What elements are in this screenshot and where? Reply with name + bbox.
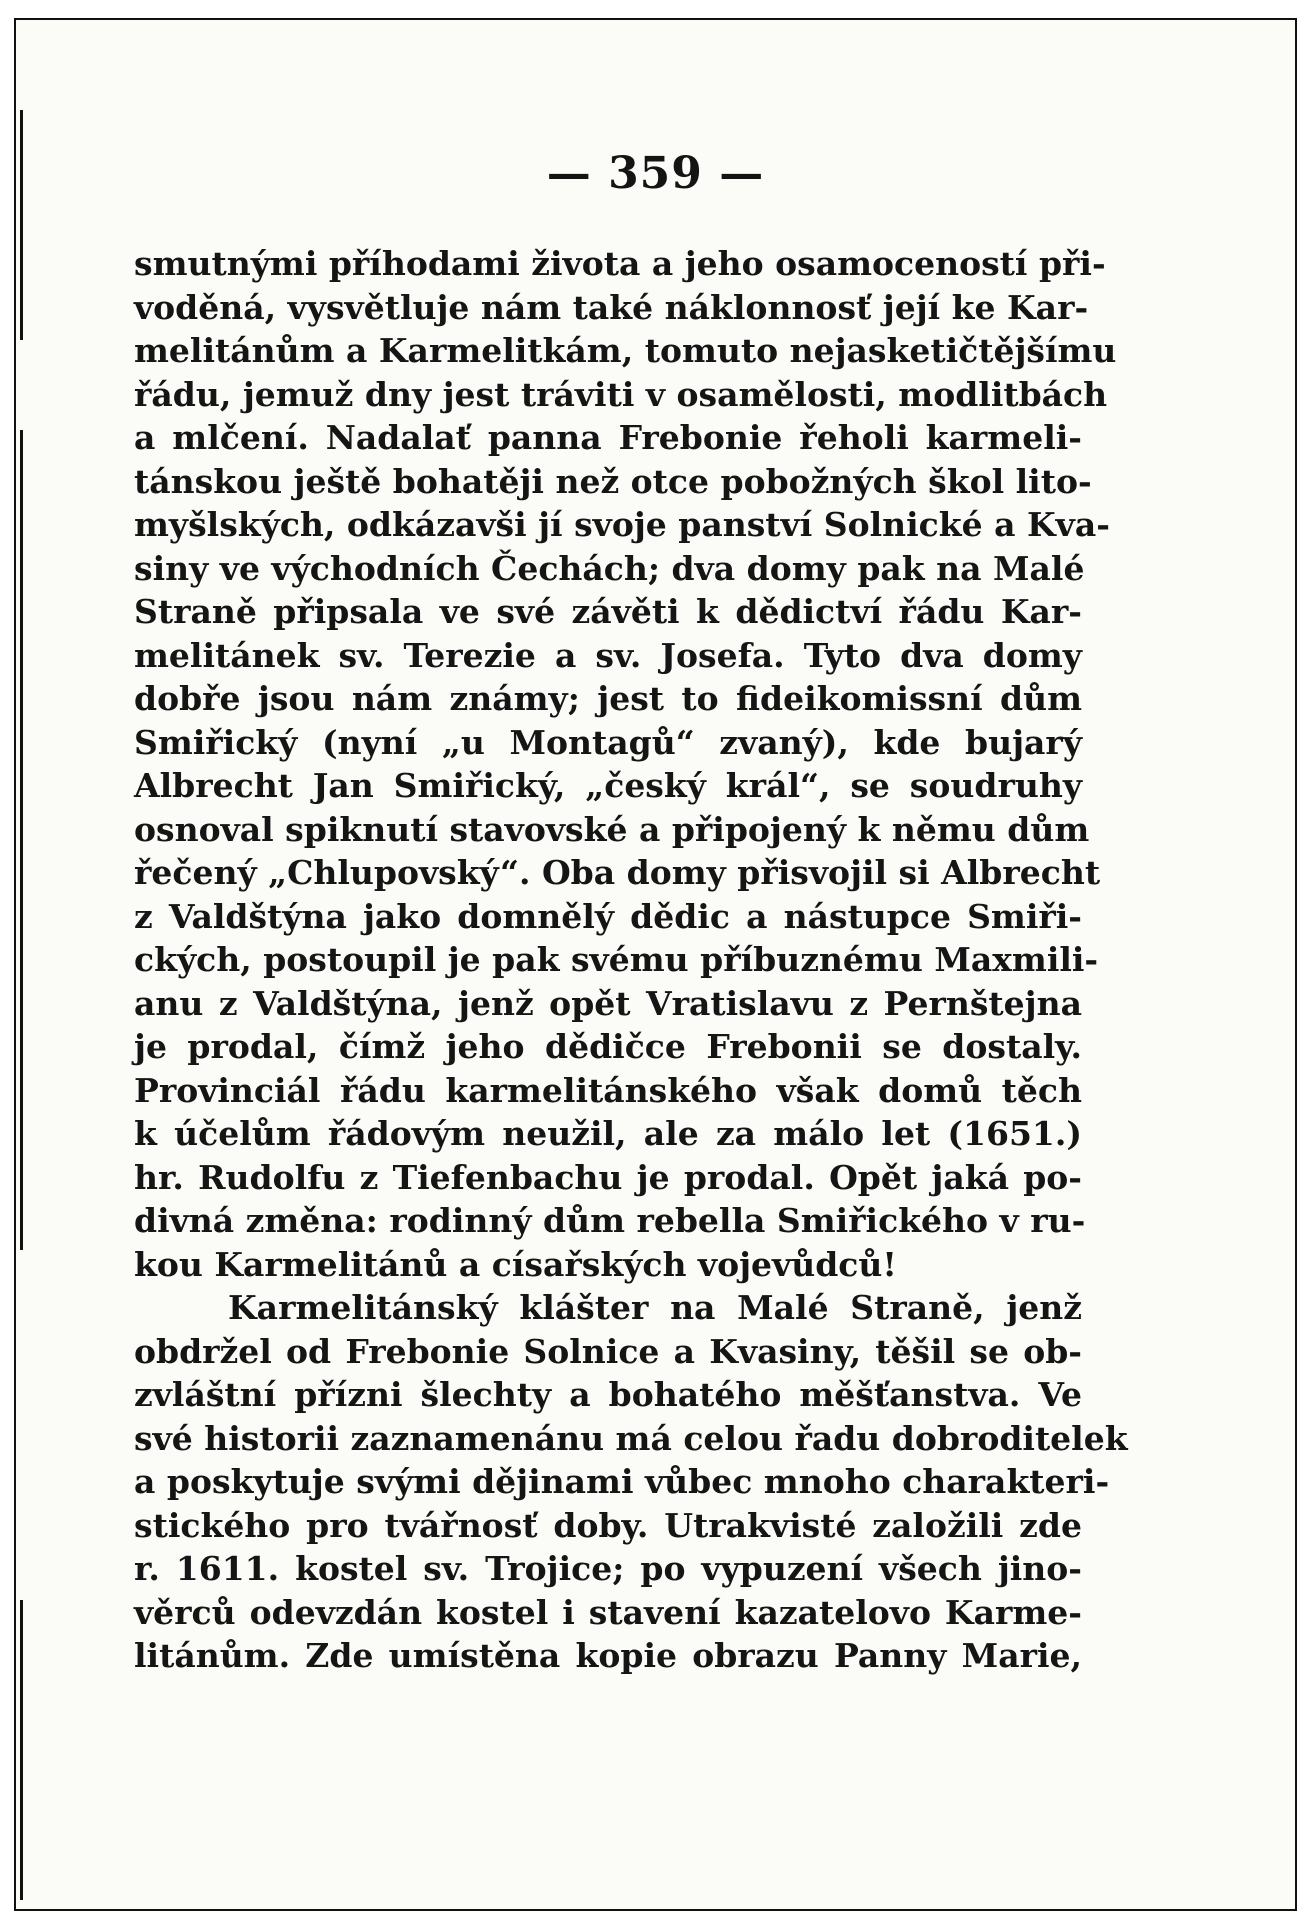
text-line: řádu, jemuž dny jest tráviti v osamělosti, modlitbách <box>134 374 1108 414</box>
text-line: osnoval spiknutí stavovské a připojený k němu dům <box>134 809 1090 849</box>
text-line: tánskou ještě bohatěji než otce pobožných škol lito- <box>134 461 1092 501</box>
text-line: Provinciál řádu karmelitánského však domů těch <box>134 1070 1082 1110</box>
text-line: divná změna: rodinný dům rebella Smiřického v ru- <box>134 1201 1086 1240</box>
paragraph-2 <box>134 1286 1128 1678</box>
text-line: melitánům a Karmelitkám, tomuto nejasketičtějšímu <box>134 331 1117 370</box>
text-line: ckých, postoupil je pak svému příbuznému Maxmili- <box>134 940 1099 979</box>
text-line: z Valdštýna jako domnělý dědic a nástupce Smiři- <box>134 896 1082 936</box>
text-line: a poskytuje svými dějinami vůbec mnoho charakteri- <box>134 1462 1110 1501</box>
text-line: obdržel od Frebonie Solnice a Kvasiny, těšil se ob- <box>134 1331 1082 1371</box>
body-text <box>134 242 1128 1678</box>
paragraph-1 <box>134 242 1117 1286</box>
text-line: litánům. Zde umístěna kopie obrazu Panny Marie, <box>134 1636 1082 1675</box>
text-line: myšlských, odkázavši jí svoje panství Solnické a Kva- <box>134 505 1110 544</box>
text-line: zvláštní přízni šlechty a bohatého měšťanstva. Ve <box>134 1375 1082 1414</box>
text-line: stického pro tvářnosť doby. Utrakvisté založili zde <box>134 1505 1082 1545</box>
text-line: dobře jsou nám známy; jest to fideikomissní dům <box>134 679 1082 718</box>
text-line: Karmelitánský klášter na Malé Straně, jenž <box>228 1288 1082 1327</box>
page-number: — 359 — <box>546 148 765 199</box>
text-line: Albrecht Jan Smiřický, „český král“, se soudruhy <box>134 766 1082 805</box>
binding-edge-mark <box>20 1600 23 1900</box>
text-line: k účelům řádovým neužil, ale za málo let (1651.) <box>134 1114 1082 1153</box>
binding-edge-mark <box>20 430 23 1250</box>
text-line: je prodal, čímž jeho dědičce Frebonii se dostaly. <box>134 1027 1082 1066</box>
text-line: a mlčení. Nadalať panna Frebonie řeholi karmeli- <box>134 418 1082 457</box>
text-line: své historii zaznamenánu má celou řadu dobroditelek <box>134 1418 1128 1458</box>
text-line: voděná, vysvětluje nám také náklonnosť její ke Kar- <box>134 287 1089 327</box>
text-line: smutnými příhodami života a jeho osamoceností při- <box>134 244 1106 283</box>
text-line: siny ve východních Čechách; dva domy pak na Malé <box>134 548 1085 588</box>
text-line: hr. Rudolfu z Tiefenbachu je prodal. Opět jaká po- <box>134 1157 1082 1197</box>
text-line: anu z Valdštýna, jenž opět Vratislavu z Pernštejna <box>134 983 1082 1023</box>
text-line: r. 1611. kostel sv. Trojice; po vypuzení všech jino- <box>134 1549 1082 1588</box>
text-line: řečený „Chlupovský“. Oba domy přisvojil si Albrecht <box>134 853 1101 892</box>
text-line: melitánek sv. Terezie a sv. Josefa. Tyto dva domy <box>134 635 1082 675</box>
text-line: věrců odevzdán kostel i stavení kazatelovo Karme- <box>134 1592 1082 1632</box>
text-line: Straně připsala ve své závěti k dědictví řádu Kar- <box>134 592 1082 631</box>
text-line: Smiřický (nyní „u Montagů“ zvaný), kde bujarý <box>134 722 1082 762</box>
binding-edge-mark <box>20 110 23 340</box>
book-page <box>14 18 1297 1911</box>
text-line: kou Karmelitánů a císařských vojevůdců! <box>134 1244 897 1284</box>
